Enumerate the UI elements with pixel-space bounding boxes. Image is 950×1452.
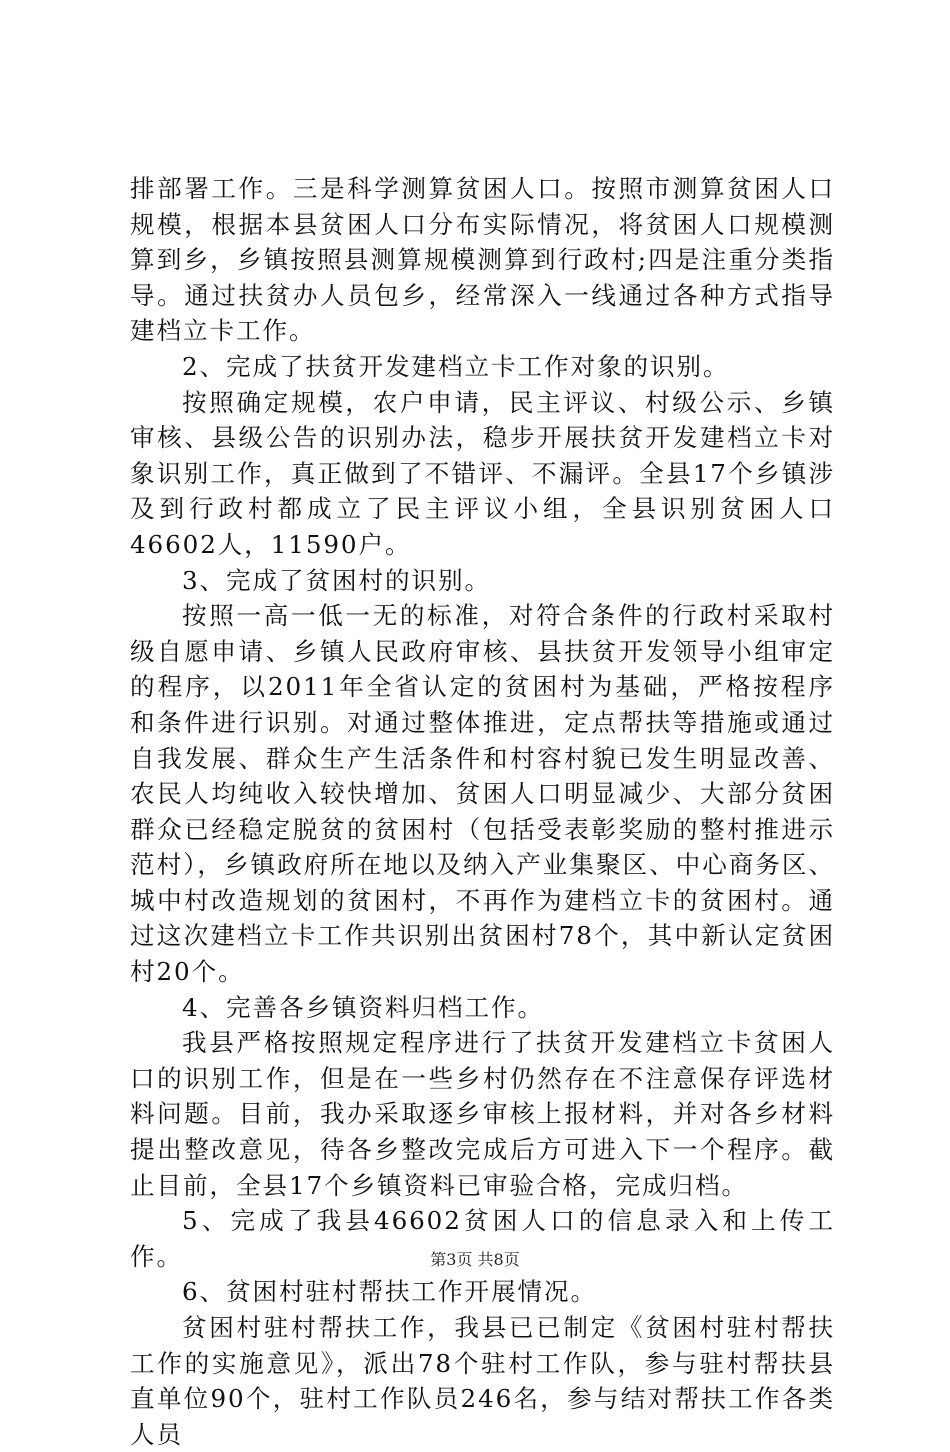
page-footer [0,1247,950,1270]
paragraph-archiving: 我县严格按照规定程序进行了扶贫开发建档立卡贫困人口的识别工作，但是在一些乡村仍然存在不注意保存评选材料问题。目前，我办采取逐乡审核上报材料，并对各乡材料提出整改意见，待各乡整改完成后方可进入下一个程序。截止目前，全县17个乡镇资料已审验合格，完成归档。 [130,1028,835,1200]
section-heading-2: 2、完成了扶贫开发建档立卡工作对象的识别。 [182,351,730,381]
section-heading-6: 6、贫困村驻村帮扶工作开展情况。 [182,1277,597,1307]
paragraph-identification: 按照确定规模，农户申请，民主评议、村级公示、乡镇审核、县级公告的识别办法，稳步开展扶贫开发建档立卡对象识别工作，真正做到了不错评、不漏评。全县17个乡镇涉及到行政村都成立了民主评议小组，全县识别贫困人口46602人，11590户。 [130,387,835,559]
paragraph-village-support: 贫困村驻村帮扶工作，我县已已制定《贫困村驻村帮扶工作的实施意见》，派出78个驻村工作队，参与驻村帮扶县直单位90个，驻村工作队员246名，参与结对帮扶工作各类人员 [130,1313,835,1449]
paragraph-village-identification: 按照一高一低一无的标准，对符合条件的行政村采取村级自愿申请、乡镇人民政府审核、县扶贫开发领导小组审定的程序，以2011年全省认定的贫困村为基础，严格按程序和条件进行识别。对通过整体推进，定点帮扶等措施或通过自我发展、群众生产生活条件和村容村貌已发生明显改善、农民人均纯收入较快增加、贫困人口明显减少、大部分贫困群众已经稳定脱贫的贫困村（包括受表彰奖励的整村推进示范村），乡镇政府所在地以及纳入产业集聚区、中心商务区、城中村改造规划的贫困村，不再作为建档立卡的贫困村。通过这次建档立卡工作共识别出贫困村78个，其中新认定贫困村20个。 [130,601,835,987]
paragraph-continuation: 排部署工作。三是科学测算贫困人口。按照市测算贫困人口规模，根据本县贫困人口分布实际情况，将贫困人口规模测算到乡，乡镇按照县测算规模测算到行政村;四是注重分类指导。通过扶贫办人员包乡，经常深入一线通过各种方式指导建档立卡工作。 [130,174,835,346]
page-number: 第3页 共8页 [430,1250,520,1269]
section-heading-3: 3、完成了贫困村的识别。 [182,565,491,595]
section-heading-5: 5、完成了我县46602贫困人口的信息录入和上传工作。 [130,1206,835,1271]
section-heading-4: 4、完善各乡镇资料归档工作。 [182,992,544,1022]
